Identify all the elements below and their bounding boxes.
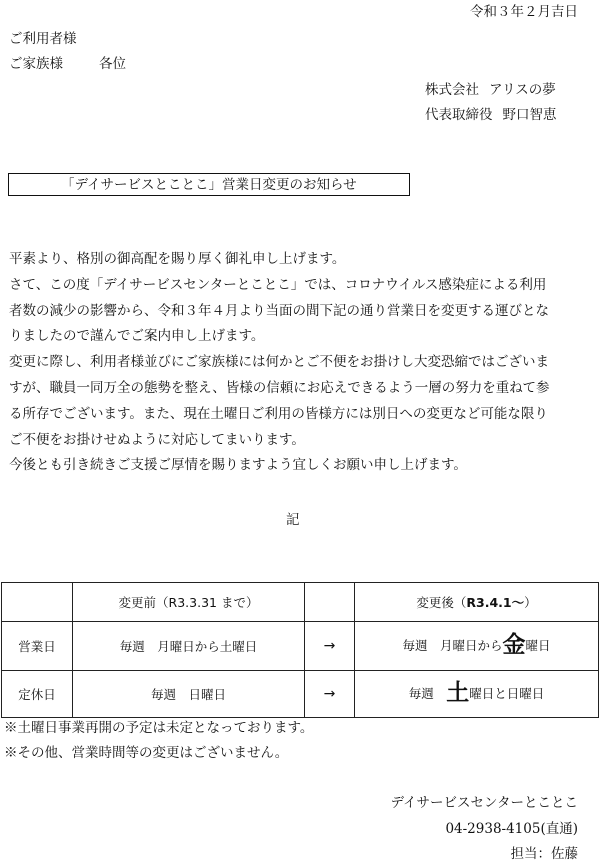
closed-days-after xyxy=(355,671,599,718)
closed-days-after-suffix: 曜日と日曜日 xyxy=(469,686,545,702)
header-after-suffix: ） xyxy=(524,594,537,610)
table-header-row xyxy=(2,583,599,622)
closed-days-before: 毎週 日曜日 xyxy=(73,671,305,718)
body-line: 今後とも引き続きご支援ご厚情を賜りますよう宜しくお願い申し上げます。 xyxy=(9,457,467,474)
header-after-date: R3.4.1〜 xyxy=(466,594,525,610)
footer-facility: デイサービスセンターとことこ xyxy=(390,795,578,811)
arrow-icon: → xyxy=(305,622,355,671)
recipient-families-label: ご家族様 xyxy=(9,56,63,72)
notice-title-box xyxy=(8,173,410,196)
header-after xyxy=(355,583,599,622)
arrow-icon: → xyxy=(305,671,355,718)
sender-representative xyxy=(425,107,557,123)
header-empty-cell xyxy=(2,583,73,622)
notes xyxy=(4,716,313,766)
rep-title: 代表取締役 xyxy=(425,107,493,123)
footer-contact: 担当：佐藤 xyxy=(510,846,578,862)
body-line: 者数の減少の影響から、令和３年４月より当面の間下記の通り営業日を変更する運びとな xyxy=(9,302,549,319)
letter-date: 令和３年２月吉日 xyxy=(470,4,578,20)
note-item: ※その他、営業時間等の変更はございません。 xyxy=(4,745,289,761)
recipient-families xyxy=(9,56,126,72)
rep-name: 野口智恵 xyxy=(502,107,557,123)
closed-days-after-text: 毎週 xyxy=(408,686,447,702)
note-item: ※土曜日事業再開の予定は未定となっております。 xyxy=(4,720,314,736)
ki-heading: 記 xyxy=(286,512,300,528)
footer-phone: 04-2938-4105(直通) xyxy=(445,821,578,837)
body-line: りましたので謹んでご案内申し上げます。 xyxy=(9,328,265,345)
company-name: アリスの夢 xyxy=(489,82,556,98)
body-line: る所存でございます。また、現在土曜日ご利用の皆様方には別日への変更など可能な限り xyxy=(9,405,548,422)
body-line: さて、この度「デイサービスセンターとことこ」では、コロナウイルス感染症による利用 xyxy=(9,276,547,293)
body-line: すが、職員一同万全の態勢を整え、皆様の信頼にお応えできるよう一層の努力を重ねて参 xyxy=(9,379,550,396)
row-label-closed-days: 定休日 xyxy=(2,671,73,718)
schedule-change-table xyxy=(1,582,599,718)
body-line: 平素より、格別の御高配を賜り厚く御礼申し上げます。 xyxy=(9,251,346,267)
table-row xyxy=(2,622,599,671)
business-days-after xyxy=(355,622,599,671)
business-days-after-suffix: 曜日 xyxy=(525,638,551,654)
header-before: 変更前（R3.3.31 まで） xyxy=(73,583,305,622)
body-line: ご不便をお掛けせぬように対応してまいります。 xyxy=(9,431,305,448)
business-days-after-text: 毎週 月曜日から xyxy=(402,638,503,654)
notice-title: 「デイサービスとことこ」営業日変更のお知らせ xyxy=(61,177,357,193)
company-type: 株式会社 xyxy=(425,82,479,98)
sender-company xyxy=(425,82,556,98)
header-after-prefix: 変更後（ xyxy=(416,594,467,610)
row-label-business-days: 営業日 xyxy=(2,622,73,671)
business-days-before: 毎週 月曜日から土曜日 xyxy=(73,622,305,671)
saturday-highlight: 土 xyxy=(446,680,470,707)
friday-highlight: 金 xyxy=(502,632,526,659)
recipient-all-label: 各位 xyxy=(99,56,126,72)
table-row xyxy=(2,671,599,718)
header-arrow-cell xyxy=(305,583,355,622)
recipient-users: ご利用者様 xyxy=(9,31,77,47)
body-line: 変更に際し、利用者様並びにご家族様には何かとご不便をお掛けし大変恐縮ではございま xyxy=(9,354,549,371)
letter-body xyxy=(9,247,594,479)
